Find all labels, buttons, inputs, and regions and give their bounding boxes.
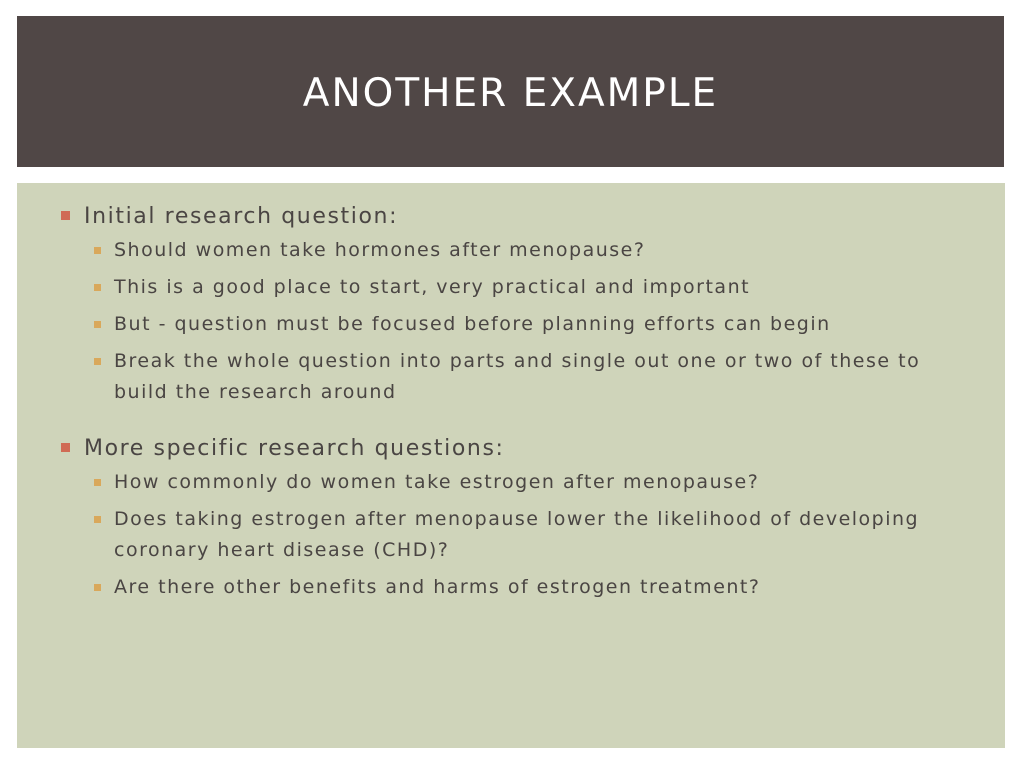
sub-bullet-item [84,346,957,408]
bullet-item-specific-questions [57,434,957,603]
square-bullet-icon [94,584,101,591]
bullet-text: Initial research question: [84,204,399,229]
title-bar [17,16,1004,167]
sub-bullet-item [84,467,957,498]
square-bullet-icon [94,358,101,365]
bullet-item-initial-question [57,202,957,408]
content-area [17,183,1005,748]
sub-bullet-text: How commonly do women take estrogen after menopause? [114,471,760,493]
square-bullet-icon [94,321,101,328]
sub-bullet-list [84,235,957,408]
square-bullet-icon [61,443,70,452]
sub-bullet-list [84,467,957,603]
sub-bullet-item [84,572,957,603]
sub-bullet-text: Break the whole question into parts and single out one or two of these to build the research around [114,350,921,403]
sub-bullet-item [84,235,957,266]
square-bullet-icon [61,211,70,220]
square-bullet-icon [94,516,101,523]
sub-bullet-item [84,272,957,303]
bullet-text: More specific research questions: [84,436,505,461]
square-bullet-icon [94,479,101,486]
sub-bullet-text: Are there other benefits and harms of estrogen treatment? [114,576,761,598]
sub-bullet-item [84,504,957,566]
sub-bullet-text: Does taking estrogen after menopause lower the likelihood of developing coronary heart disease (CHD)? [114,508,920,561]
square-bullet-icon [94,247,101,254]
slide-title: ANOTHER EXAMPLE [302,71,719,116]
sub-bullet-item [84,309,957,340]
bullet-list [57,202,957,603]
sub-bullet-text: But - question must be focused before planning efforts can begin [114,313,831,335]
square-bullet-icon [94,284,101,291]
sub-bullet-text: Should women take hormones after menopause? [114,239,646,261]
sub-bullet-text: This is a good place to start, very practical and important [114,276,751,298]
